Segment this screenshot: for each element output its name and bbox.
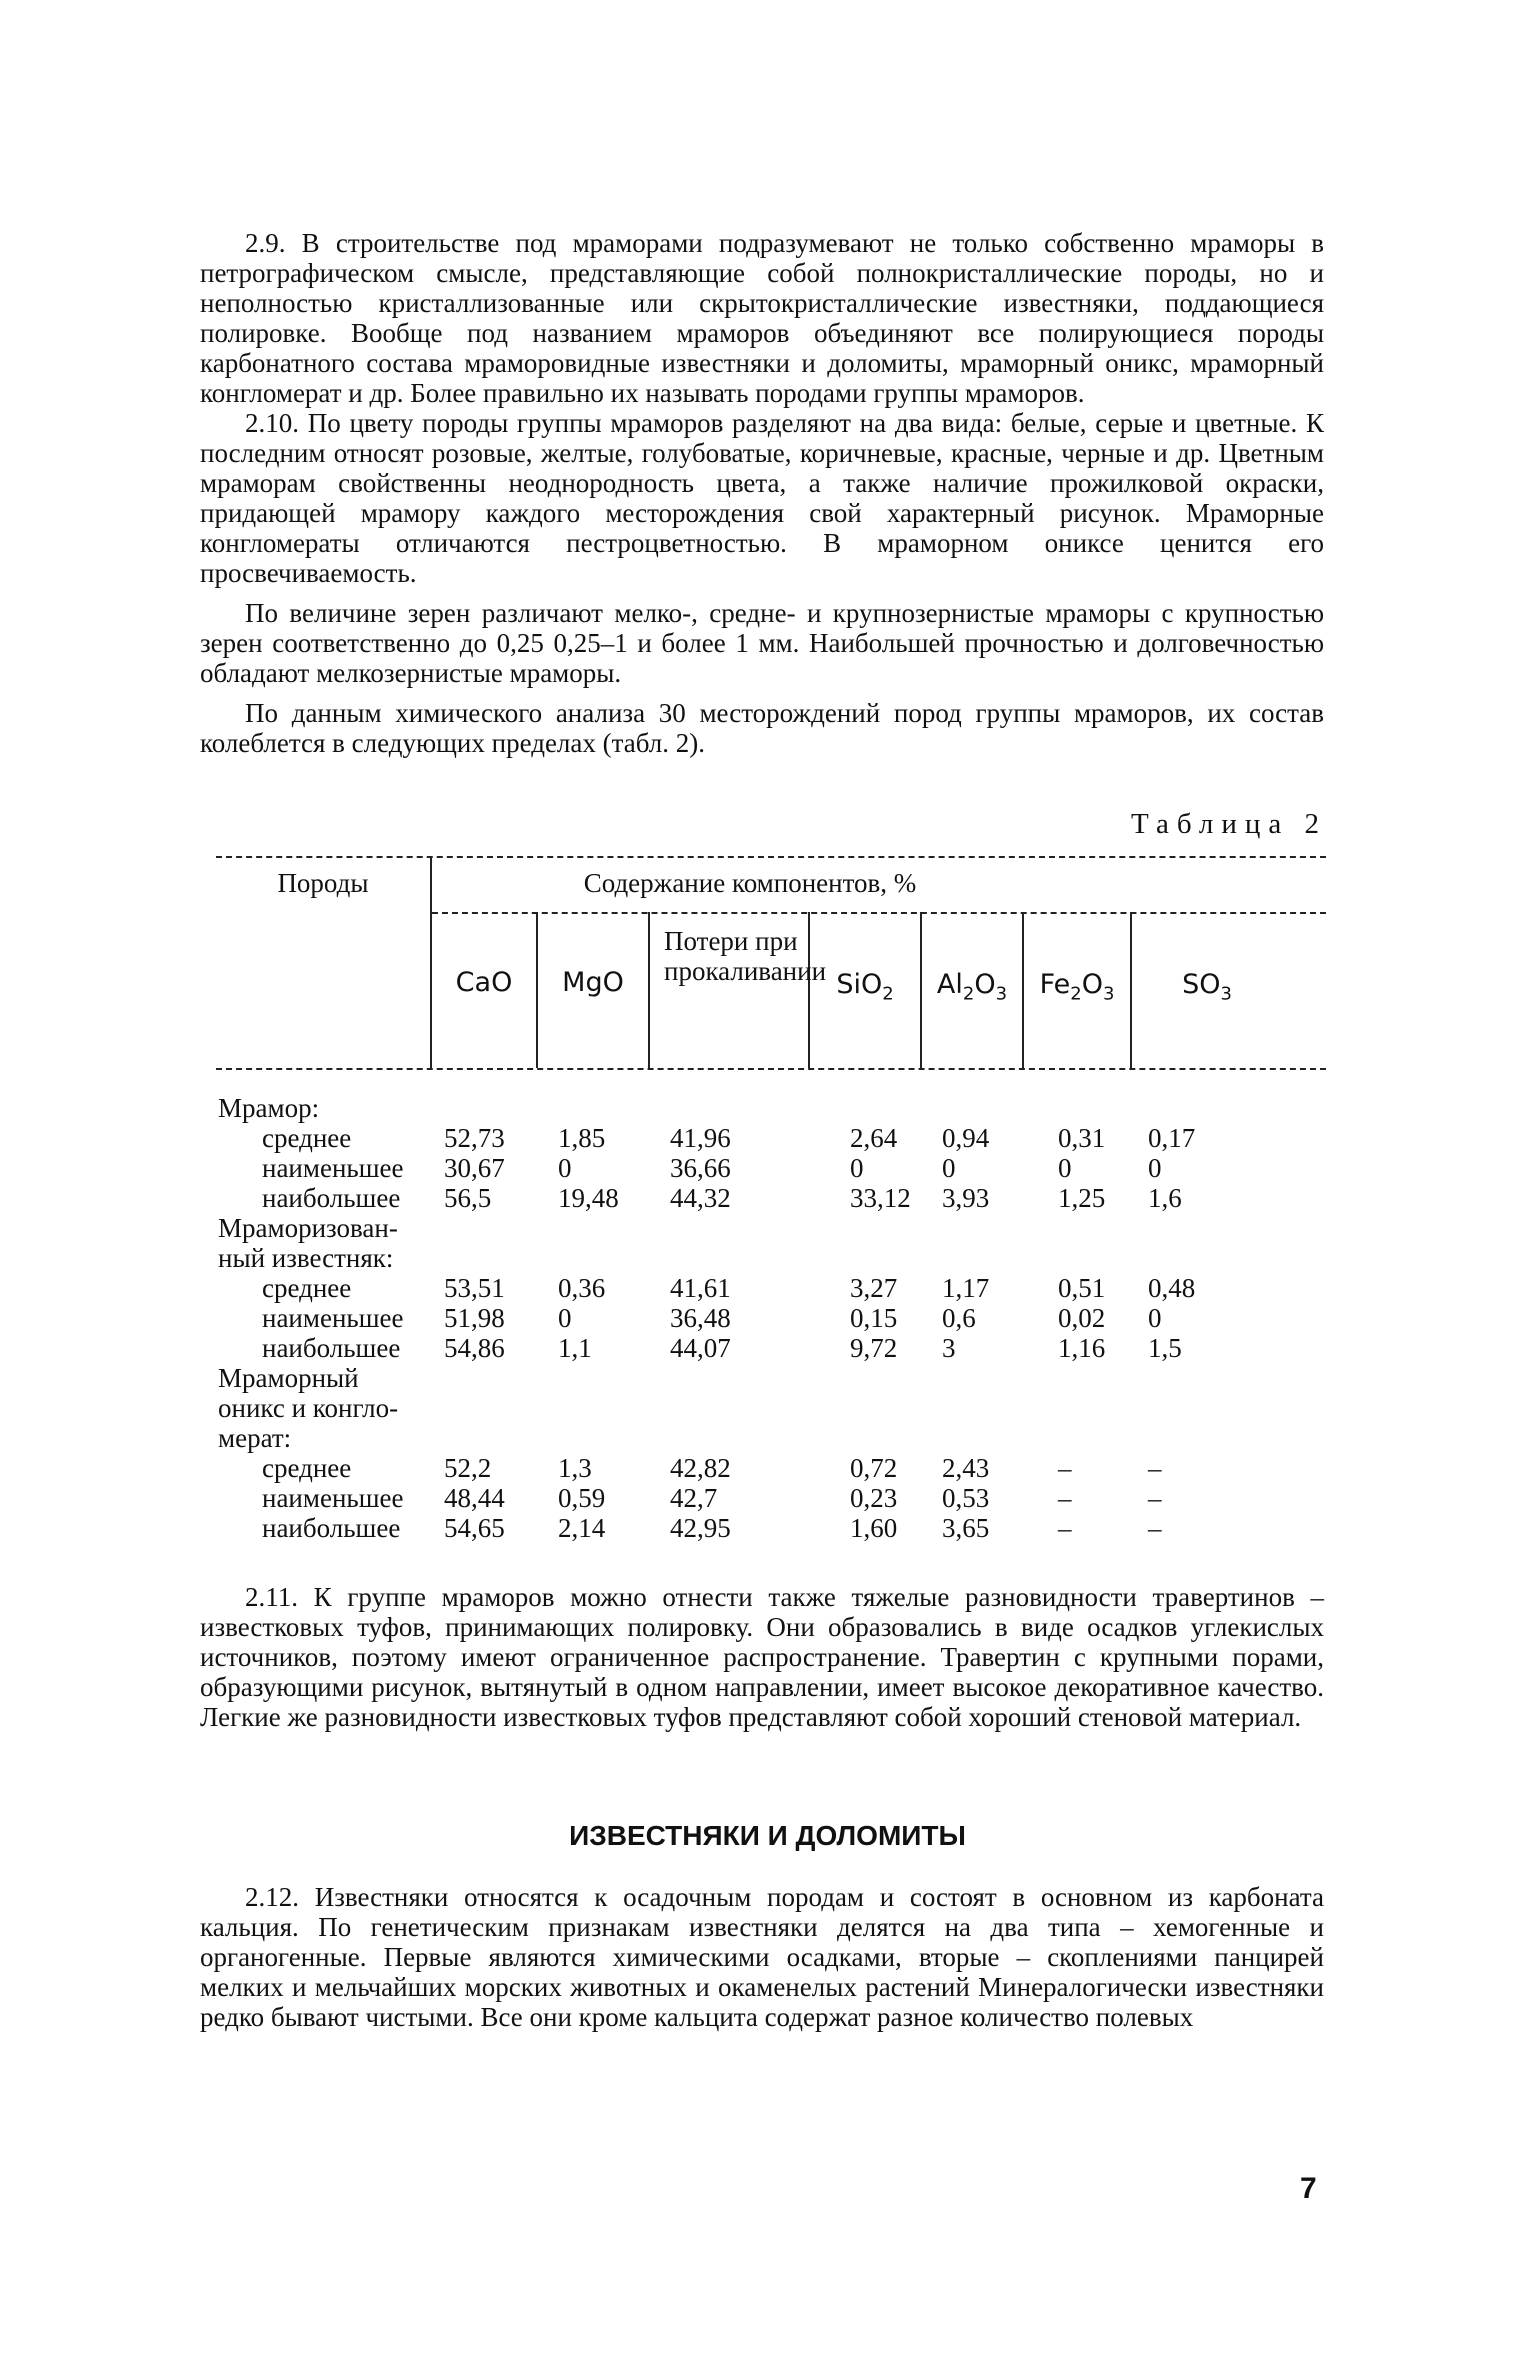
row-label: наибольшее	[262, 1333, 401, 1363]
table-row	[218, 1483, 1328, 1513]
header-sio2: SiO$_2$	[836, 969, 894, 1005]
table-row	[218, 1303, 1328, 1333]
table-cell: 3,27	[850, 1273, 898, 1303]
table-cell: 33,12	[850, 1183, 911, 1213]
table-cell: –	[1148, 1513, 1162, 1543]
table-cell: 42,95	[670, 1513, 731, 1543]
row-label: среднее	[262, 1273, 352, 1303]
table-cell: 0	[1148, 1303, 1162, 1333]
row-label: Мраморизован-	[218, 1213, 398, 1243]
row-label: оникс и конгло-	[218, 1393, 399, 1423]
table-header-rule	[432, 912, 1326, 914]
table-cell: 0	[558, 1153, 572, 1183]
table-row	[218, 1183, 1328, 1213]
row-label: ный известняк:	[218, 1243, 394, 1273]
text-block-travertine	[200, 1582, 1324, 1732]
table-cell: 3,65	[942, 1513, 990, 1543]
table-cell: –	[1148, 1483, 1162, 1513]
paragraph-2-10: 2.10. По цвету породы группы мраморов разделяют на два вида: белые, серые и цветные. К последним относят розовые, желтые, голубоватые, коричневые, красные, черные и др. Цветным мраморам свойственны неоднородность цвета, а также наличие прожилковой окраски, придающей мрамору каждого месторождения свой характерный рисунок. Мраморные конгломераты отличаются пестроцветностью. В мраморном ониксе ценится его просвечиваемость.	[200, 408, 1324, 588]
header-rocks: Породы	[277, 868, 369, 898]
table-row	[218, 1153, 1328, 1183]
table-cell: 1,17	[942, 1273, 990, 1303]
table-cell: 56,5	[444, 1183, 492, 1213]
table-cell: 54,86	[444, 1333, 505, 1363]
table-cell: –	[1058, 1513, 1072, 1543]
table-row	[218, 1423, 1328, 1453]
table-cell: 51,98	[444, 1303, 505, 1333]
table-cell: 0,23	[850, 1483, 898, 1513]
table-cell: 41,96	[670, 1123, 731, 1153]
page-number: 7	[1300, 2172, 1317, 2205]
table-cell: –	[1058, 1483, 1072, 1513]
table-top-rule	[216, 856, 1326, 858]
table-cell: 42,7	[670, 1483, 718, 1513]
table-cell: 2,43	[942, 1453, 990, 1483]
row-label: наименьшее	[262, 1483, 404, 1513]
row-label: наименьшее	[262, 1153, 404, 1183]
paragraph-grain-size: По величине зерен различают мелко-, средне- и крупнозернистые мраморы с крупностью зерен соответственно до 0,25 0,25–1 и более 1 мм. Наибольшей прочностью и долговечностью обладают мелкозернистые мраморы.	[200, 598, 1324, 688]
table-row	[218, 1093, 1328, 1123]
header-mgo: MgO	[562, 967, 624, 998]
text-block-limestone	[200, 1882, 1324, 2032]
table-cell: 0	[850, 1153, 864, 1183]
table-row	[218, 1393, 1328, 1423]
table-cell: 0	[942, 1153, 956, 1183]
table-row	[218, 1243, 1328, 1273]
table-cell: 44,32	[670, 1183, 731, 1213]
table-cell: 44,07	[670, 1333, 731, 1363]
header-so3: $SO_3$	[1182, 969, 1232, 1005]
header-component-content: Содержание компонентов, %	[583, 868, 917, 898]
table-row	[218, 1333, 1328, 1363]
table-caption: Таблица 2	[1130, 808, 1327, 840]
table-cell: 1,25	[1058, 1183, 1106, 1213]
table-cell: 0,51	[1058, 1273, 1106, 1303]
table-cell: 36,48	[670, 1303, 731, 1333]
table-cell: 0	[558, 1303, 572, 1333]
table-cell: 2,14	[558, 1513, 606, 1543]
table-cell: 1,3	[558, 1453, 592, 1483]
table-cell: 1,16	[1058, 1333, 1106, 1363]
row-label: наименьшее	[262, 1303, 404, 1333]
table-cell: 3,93	[942, 1183, 990, 1213]
table-cell: 0,15	[850, 1303, 898, 1333]
row-label: наибольшее	[262, 1183, 401, 1213]
table-cell: 1,5	[1148, 1333, 1182, 1363]
table-cell: 30,67	[444, 1153, 505, 1183]
table-header-bottom-rule	[216, 1068, 1326, 1070]
table-cell: 54,65	[444, 1513, 505, 1543]
table-cell: 52,2	[444, 1453, 492, 1483]
table-body	[218, 1093, 1328, 1543]
paragraph-2-9: 2.9. В строительстве под мраморами подразумевают не только собственно мраморы в петрографическом смысле, представляющие собой полнокристаллические породы, но и неполностью кристаллизованные или скрытокристаллические известняки, поддающиеся полировке. Вообще под названием мраморов объединяют все полирующиеся породы карбонатного состава мраморовидные известняки и доломиты, мраморный оникс, мраморный конгломерат и др. Более правильно их называть породами группы мраморов.	[200, 228, 1324, 408]
table-cell: 53,51	[444, 1273, 505, 1303]
header-cao: CaO	[455, 967, 513, 998]
header-loss-on-ignition: Потери при прокаливании	[664, 926, 827, 986]
table-cell: 0,48	[1148, 1273, 1196, 1303]
paragraph-2-11: 2.11. К группе мраморов можно отнести также тяжелые разновидности травертинов – известковых туфов, принимающих полировку. Они образовались в виде осадков углекислых источников, поэтому имеют ограниченное распространение. Травертин с крупными порами, образующими рисунок, вытянутый в одном направлении, имеет высокое декоративное качество. Легкие же разновидности известковых туфов представляют собой хороший стеновой материал.	[200, 1582, 1324, 1732]
table-cell: 0,02	[1058, 1303, 1106, 1333]
table-cell: 0,59	[558, 1483, 606, 1513]
text-block-marble	[200, 228, 1324, 758]
table-cell: 42,82	[670, 1453, 731, 1483]
table-cell: 0,31	[1058, 1123, 1106, 1153]
row-label: Мраморный	[218, 1363, 359, 1393]
table-cell: 0,72	[850, 1453, 898, 1483]
table-cell: 9,72	[850, 1333, 898, 1363]
table-row	[218, 1213, 1328, 1243]
table-row	[218, 1513, 1328, 1543]
paragraph-chemical-analysis: По данным химического анализа 30 месторождений пород группы мраморов, их состав колеблется в следующих пределах (табл. 2).	[200, 698, 1324, 758]
row-label: наибольшее	[262, 1513, 401, 1543]
table-cell: 0,36	[558, 1273, 606, 1303]
table-cell: 2,64	[850, 1123, 898, 1153]
table-cell: 1,1	[558, 1333, 592, 1363]
table-row	[218, 1273, 1328, 1303]
table-row	[218, 1363, 1328, 1393]
row-label: мерат:	[218, 1423, 292, 1453]
row-label: среднее	[262, 1453, 352, 1483]
table-cell: 52,73	[444, 1123, 505, 1153]
table-cell: 1,85	[558, 1123, 606, 1153]
table-cell: 1,6	[1148, 1183, 1182, 1213]
header-al2o3: $Al_2O_3$	[936, 969, 1008, 1005]
table-cell: 0,6	[942, 1303, 976, 1333]
table-cell: 41,61	[670, 1273, 731, 1303]
row-label: Мрамор:	[218, 1093, 320, 1123]
table-cell: 0	[1058, 1153, 1072, 1183]
table-cell: 36,66	[670, 1153, 731, 1183]
table-cell: 48,44	[444, 1483, 505, 1513]
table-cell: 0,17	[1148, 1123, 1196, 1153]
table-cell: 1,60	[850, 1513, 898, 1543]
table-cell: 0,53	[942, 1483, 990, 1513]
header-fe2o3: $Fe_2O_3$	[1039, 969, 1115, 1005]
table-divider	[648, 912, 650, 1068]
paragraph-2-12: 2.12. Известняки относятся к осадочным породам и состоят в основном из карбоната кальция. По генетическим признакам известняки делятся на два типа – хемогенные и органогенные. Первые являются химическими осадками, вторые – скоплениями панцирей мелких и мельчайших морских животных и окаменелых растений Минералогически известняки редко бывают чистыми. Все они кроме кальцита содержат разное количество полевых	[200, 1882, 1324, 2032]
table-cell: 0,94	[942, 1123, 990, 1153]
table-cell: 19,48	[558, 1183, 619, 1213]
table-row	[218, 1123, 1328, 1153]
table-row	[218, 1453, 1328, 1483]
table-cell: 3	[942, 1333, 956, 1363]
section-heading: ИЗВЕСТНЯКИ И ДОЛОМИТЫ	[569, 1820, 966, 1851]
table-cell: 0	[1148, 1153, 1162, 1183]
table-cell: –	[1148, 1453, 1162, 1483]
row-label: среднее	[262, 1123, 352, 1153]
table-cell: –	[1058, 1453, 1072, 1483]
